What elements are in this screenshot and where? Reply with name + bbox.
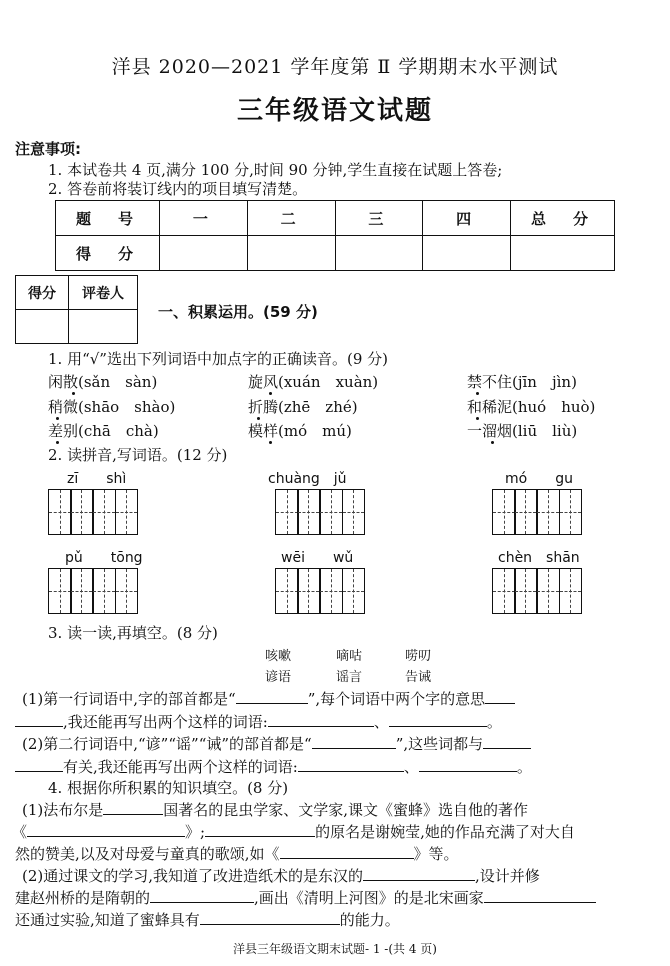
q4-text: ,设计并修 bbox=[475, 867, 540, 885]
score-cell[interactable] bbox=[511, 236, 615, 271]
q4-text: 》; bbox=[185, 823, 206, 841]
score-cell[interactable] bbox=[423, 236, 511, 271]
score-header-cell: 二 bbox=[247, 201, 335, 236]
q2-pinyin: chuàng jǔ bbox=[268, 471, 347, 487]
q2-pinyin: zī shì bbox=[67, 471, 127, 487]
q3-line bbox=[15, 711, 502, 732]
answer-blank[interactable] bbox=[312, 748, 396, 749]
q3-text: (2)第二行词语中,“谚”“谣”“诫”的部首都是“ bbox=[22, 735, 312, 753]
grader-score-label: 得分 bbox=[16, 276, 69, 310]
q2-pinyin: wēi wǔ bbox=[281, 550, 354, 566]
grader-score-cell[interactable] bbox=[16, 310, 69, 344]
q3-text: 。 bbox=[486, 713, 502, 731]
emphasis-dot bbox=[257, 417, 260, 420]
score-header-cell: 三 bbox=[335, 201, 423, 236]
q3-word: 告诫 bbox=[405, 670, 432, 685]
writing-grid[interactable] bbox=[48, 568, 138, 614]
score-header-cell: 题 号 bbox=[56, 201, 160, 236]
answer-blank[interactable] bbox=[15, 726, 63, 727]
q4-text: 》等。 bbox=[413, 845, 459, 863]
q3-text: 、 bbox=[403, 758, 419, 776]
q3-text: ”,这些词都与 bbox=[395, 735, 484, 753]
grader-box bbox=[15, 275, 138, 344]
grader-name-cell[interactable] bbox=[69, 310, 138, 344]
q2-pinyin: pǔ tōng bbox=[65, 550, 143, 566]
q1-item[interactable]: 一溜烟(liū liù) bbox=[467, 422, 578, 440]
score-table-header-row bbox=[56, 201, 615, 236]
notes-item-1: 1. 本试卷共 4 页,满分 100 分,时间 90 分钟,学生直接在试题上答卷; bbox=[48, 161, 503, 179]
writing-grid[interactable] bbox=[492, 568, 582, 614]
answer-blank[interactable] bbox=[150, 902, 254, 903]
q3-text: 有关,我还能再写出两个这样的词语: bbox=[63, 758, 298, 776]
q4-line bbox=[22, 799, 528, 820]
emphasis-dot bbox=[269, 392, 272, 395]
emphasis-dot bbox=[56, 417, 59, 420]
q1-item[interactable]: 旋风(xuán xuàn) bbox=[248, 373, 379, 391]
q3-text: 。 bbox=[516, 758, 532, 776]
score-table bbox=[55, 200, 615, 271]
answer-blank[interactable] bbox=[389, 726, 487, 727]
score-cell[interactable] bbox=[160, 236, 248, 271]
q4-prompt: 4. 根据你所积累的知识填空。(8 分) bbox=[48, 779, 289, 797]
q4-line bbox=[15, 909, 400, 930]
answer-blank[interactable] bbox=[298, 771, 404, 772]
score-table-score-row bbox=[56, 236, 615, 271]
writing-grid[interactable] bbox=[48, 489, 138, 535]
q1-item[interactable]: 折腾(zhē zhé) bbox=[248, 398, 358, 416]
q1-item[interactable]: 闲散(sǎn sàn) bbox=[48, 373, 158, 391]
emphasis-dot bbox=[72, 392, 75, 395]
answer-blank[interactable] bbox=[15, 771, 63, 772]
emphasis-dot bbox=[491, 441, 494, 444]
exam-subject-title: 三年级语文试题 bbox=[236, 96, 433, 126]
q4-line bbox=[22, 865, 540, 886]
q4-line bbox=[15, 843, 459, 864]
emphasis-dot bbox=[269, 441, 272, 444]
score-row-label: 得 分 bbox=[56, 236, 160, 271]
q4-text: (2)通过课文的学习,我知道了改进造纸术的是东汉的 bbox=[22, 867, 364, 885]
notes-heading: 注意事项: bbox=[15, 140, 81, 158]
answer-blank[interactable] bbox=[205, 836, 315, 837]
q4-text: (1)法布尔是 bbox=[22, 801, 104, 819]
q3-text: ,我还能再写出两个这样的词语: bbox=[63, 713, 268, 731]
q1-item[interactable]: 稍微(shāo shào) bbox=[48, 398, 176, 416]
writing-grid[interactable] bbox=[492, 489, 582, 535]
q1-item[interactable]: 差别(chā chà) bbox=[48, 422, 159, 440]
score-cell[interactable] bbox=[247, 236, 335, 271]
q2-pinyin: chèn shān bbox=[498, 550, 580, 566]
q3-line bbox=[22, 688, 515, 709]
q3-line bbox=[15, 756, 532, 777]
q3-word: 谚语 bbox=[265, 670, 292, 685]
answer-blank[interactable] bbox=[484, 902, 596, 903]
q1-prompt: 1. 用“√”选出下列词语中加点字的正确读音。(9 分) bbox=[48, 350, 388, 368]
q1-item[interactable]: 模样(mó mú) bbox=[248, 422, 352, 440]
score-header-cell: 一 bbox=[160, 201, 248, 236]
answer-blank[interactable] bbox=[419, 771, 517, 772]
q3-prompt: 3. 读一读,再填空。(8 分) bbox=[48, 624, 218, 642]
answer-blank[interactable] bbox=[485, 703, 515, 704]
score-header-cell: 四 bbox=[423, 201, 511, 236]
page-footer: 洋县三年级语文期末试题- 1 -(共 4 页) bbox=[232, 942, 437, 956]
writing-grid[interactable] bbox=[275, 489, 365, 535]
q3-word: 唠叨 bbox=[405, 649, 432, 664]
answer-blank[interactable] bbox=[27, 836, 185, 837]
q3-text: 、 bbox=[373, 713, 389, 731]
q4-text: 建赵州桥的是隋朝的 bbox=[15, 889, 151, 907]
q3-word: 嘀咕 bbox=[336, 649, 363, 664]
answer-blank[interactable] bbox=[268, 726, 374, 727]
score-header-cell: 总 分 bbox=[511, 201, 615, 236]
answer-blank[interactable] bbox=[103, 814, 163, 815]
score-cell[interactable] bbox=[335, 236, 423, 271]
q4-text: 国著名的昆虫学家、文学家,课文《蜜蜂》选自他的著作 bbox=[163, 801, 529, 819]
q1-item[interactable]: 和稀泥(huó huò) bbox=[467, 398, 596, 416]
q4-line bbox=[15, 887, 596, 908]
q3-text: (1)第一行词语中,字的部首都是“ bbox=[22, 690, 236, 708]
q3-text: ”,每个词语中两个字的意思 bbox=[307, 690, 486, 708]
q3-line bbox=[22, 733, 531, 754]
q4-text: 的能力。 bbox=[339, 911, 400, 929]
emphasis-dot bbox=[476, 392, 479, 395]
notes-item-2: 2. 答卷前将装订线内的项目填写清楚。 bbox=[48, 180, 308, 198]
answer-blank[interactable] bbox=[483, 748, 531, 749]
q1-item[interactable]: 禁不住(jīn jìn) bbox=[467, 373, 577, 391]
section-1-title: 一、积累运用。(59 分) bbox=[158, 303, 318, 321]
q4-text: 《 bbox=[12, 823, 28, 841]
q3-word: 咳嗽 bbox=[265, 649, 292, 664]
q4-text: 的原名是谢婉莹,她的作品充满了对大自 bbox=[315, 823, 575, 841]
answer-blank[interactable] bbox=[200, 924, 340, 925]
exam-title: 洋县 2020—2021 学年度第 Ⅱ 学期期末水平测试 bbox=[111, 56, 559, 78]
q2-pinyin: mó gu bbox=[505, 471, 573, 487]
q4-line bbox=[12, 821, 575, 842]
q4-text: ,画出《清明上河图》的是北宋画家 bbox=[254, 889, 484, 907]
emphasis-dot bbox=[476, 417, 479, 420]
answer-blank[interactable] bbox=[363, 880, 475, 881]
q3-word: 谣言 bbox=[336, 670, 363, 685]
q4-text: 然的赞美,以及对母爱与童真的歌颂,如《 bbox=[15, 845, 280, 863]
writing-grid[interactable] bbox=[275, 568, 365, 614]
answer-blank[interactable] bbox=[236, 703, 308, 704]
answer-blank[interactable] bbox=[280, 858, 414, 859]
q4-text: 还通过实验,知道了蜜蜂具有 bbox=[15, 911, 200, 929]
grader-name-label: 评卷人 bbox=[69, 276, 138, 310]
q2-prompt: 2. 读拼音,写词语。(12 分) bbox=[48, 446, 228, 464]
